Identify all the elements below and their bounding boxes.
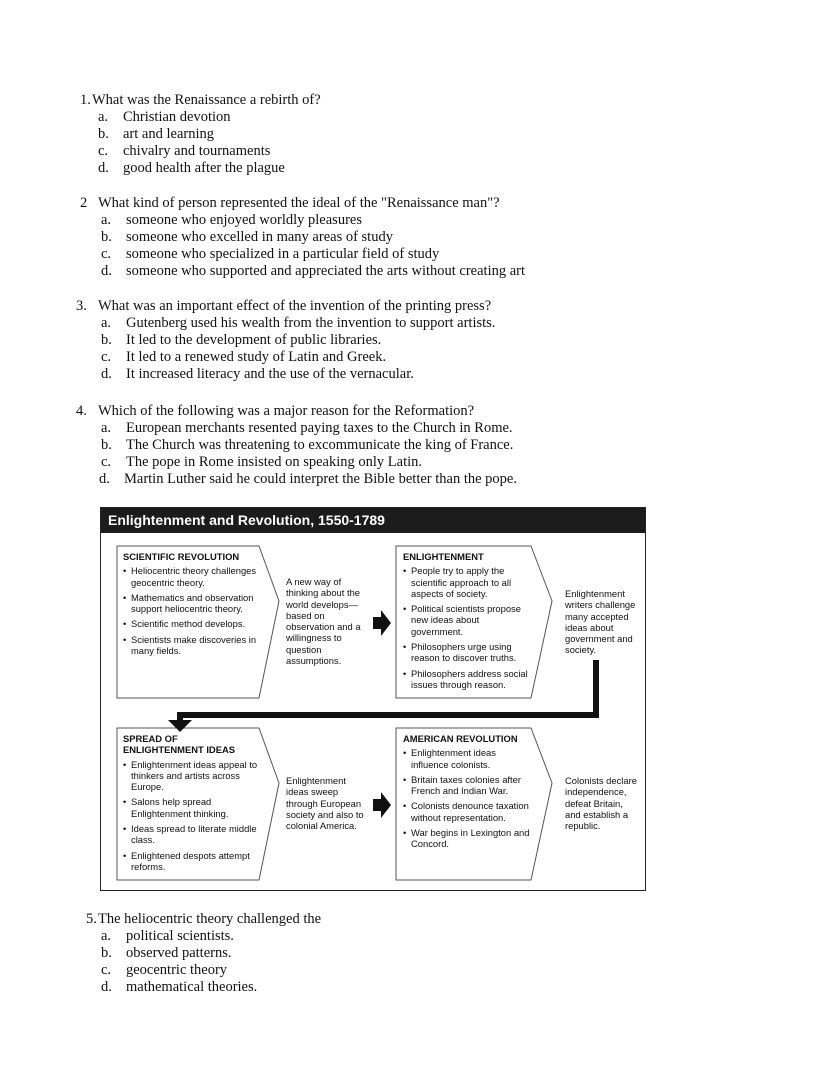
enlightenment-item: • People try to apply the scientific approach to all aspects of society. (403, 565, 531, 599)
question-2-option-d[interactable]: someone who supported and appreciated the arts without creating art (126, 263, 526, 279)
mid-top-text: A new way of thinking about the world develops—based on observation and a willingness to question assumptions. (286, 576, 361, 667)
question-4-number: 4. (76, 403, 87, 419)
question-2-option-c-letter: c. (101, 246, 112, 262)
question-5-option-d-letter: d. (101, 979, 112, 995)
american-revolution-item: • War begins in Lexington and Concord. (403, 827, 531, 850)
question-5-option-c[interactable]: geocentric theory (126, 962, 228, 978)
american-revolution-item: • Enlightenment ideas influence colonists. (403, 747, 531, 770)
spread-content (123, 733, 258, 876)
question-5-number: 5. (86, 911, 97, 927)
question-2-option-b[interactable]: someone who excelled in many areas of study (126, 229, 393, 245)
question-5-option-a-letter: a. (101, 928, 112, 944)
question-4-option-b-letter: b. (101, 437, 112, 453)
enlightenment-content (403, 551, 531, 694)
spread-item: • Ideas spread to literate middle class. (123, 823, 258, 846)
diagram-title: Enlightenment and Revolution, 1550-1789 (101, 508, 645, 533)
question-3-option-a-letter: a. (101, 315, 112, 331)
question-1-option-b-letter: b. (98, 126, 109, 142)
question-2-text: What kind of person represented the ideal of the "Renaissance man"? (98, 195, 500, 211)
top-arrow (373, 610, 391, 636)
question-3-option-c-letter: c. (101, 349, 112, 365)
scientific-revolution-item: • Heliocentric theory challenges geocentric theory. (123, 565, 258, 588)
american-revolution-heading: AMERICAN REVOLUTION (403, 733, 518, 744)
scientific-revolution-content (123, 551, 258, 660)
connector-arrowhead (168, 720, 192, 732)
scientific-revolution-heading: SCIENTIFIC REVOLUTION (123, 551, 240, 562)
question-2-option-b-letter: b. (101, 229, 112, 245)
question-2-option-a[interactable]: someone who enjoyed worldly pleasures (126, 212, 362, 228)
question-3-option-b-letter: b. (101, 332, 112, 348)
question-5-option-b[interactable]: observed patterns. (126, 945, 232, 961)
question-4-text: Which of the following was a major reason for the Reformation? (98, 403, 475, 419)
question-4-option-b[interactable]: The Church was threatening to excommunicate the king of France. (126, 437, 514, 453)
question-1-number: 1. (80, 92, 91, 108)
question-4-option-c-letter: c. (101, 454, 112, 470)
question-1-option-b[interactable]: art and learning (123, 126, 214, 142)
enlightenment-item: • Philosophers urge using reason to discover truths. (403, 641, 531, 664)
question-5-option-d[interactable]: mathematical theories. (126, 979, 258, 995)
enlightenment-item: • Philosophers address social issues through reason. (403, 668, 531, 691)
enlightenment-item: • Political scientists propose new ideas about government. (403, 603, 531, 637)
scientific-revolution-item: • Scientists make discoveries in many fields. (123, 634, 258, 657)
question-1-option-a-letter: a. (98, 109, 109, 125)
question-3-option-a[interactable]: Gutenberg used his wealth from the invention to support artists. (126, 315, 496, 331)
question-3-option-d-letter: d. (101, 366, 112, 382)
question-3-option-b[interactable]: It led to the development of public libraries. (126, 332, 382, 348)
question-4-option-a-letter: a. (101, 420, 112, 436)
bottom-arrow (373, 792, 391, 818)
question-4-option-c[interactable]: The pope in Rome insisted on speaking only Latin. (126, 454, 422, 470)
enlightenment-heading: ENLIGHTENMENT (403, 551, 484, 562)
american-revolution-content (403, 733, 531, 854)
american-revolution-item: • Colonists denounce taxation without representation. (403, 800, 531, 823)
mid-bottom-text: Enlightenment ideas sweep through European society and also to colonial America. (286, 775, 364, 832)
question-5-option-a[interactable]: political scientists. (126, 928, 234, 944)
question-2-option-a-letter: a. (101, 212, 112, 228)
spread-item: • Enlightenment ideas appeal to thinkers and artists across Europe. (123, 759, 258, 793)
question-5-option-b-letter: b. (101, 945, 112, 961)
enlightenment-revolution-diagram (100, 507, 646, 891)
american-revolution-item: • Britain taxes colonies after French and Indian War. (403, 774, 531, 797)
spread-item: • Salons help spread Enlightenment thinking. (123, 796, 258, 819)
spread-heading: SPREAD OF ENLIGHTENMENT IDEAS (123, 733, 235, 756)
spread-item: • Enlightened despots attempt reforms. (123, 850, 258, 873)
question-3-text: What was an important effect of the invention of the printing press? (98, 298, 492, 314)
connector-line (180, 660, 596, 722)
question-4-option-a[interactable]: European merchants resented paying taxes to the Church in Rome. (126, 420, 513, 436)
question-1-option-c-letter: c. (98, 143, 109, 159)
scientific-revolution-item: • Mathematics and observation support heliocentric theory. (123, 592, 258, 615)
question-1-option-d[interactable]: good health after the plague (123, 160, 285, 176)
right-bottom-text: Colonists declare independence, defeat Britain, and establish a republic. (565, 775, 637, 832)
question-1-option-c[interactable]: chivalry and tournaments (123, 143, 271, 159)
question-3-option-c[interactable]: It led to a renewed study of Latin and Greek. (126, 349, 387, 365)
right-top-text: Enlightenment writers challenge many accepted ideas about government and society. (565, 588, 636, 656)
question-1-option-a[interactable]: Christian devotion (123, 109, 231, 125)
question-4-option-d[interactable]: Martin Luther said he could interpret the Bible better than the pope. (124, 471, 517, 487)
question-5-text: The heliocentric theory challenged the (98, 911, 322, 927)
question-5-option-c-letter: c. (101, 962, 112, 978)
question-3-number: 3. (76, 298, 87, 314)
question-3-option-d[interactable]: It increased literacy and the use of the vernacular. (126, 366, 414, 382)
question-2-number: 2 (80, 195, 88, 211)
question-2-option-c[interactable]: someone who specialized in a particular field of study (126, 246, 440, 262)
question-1-option-d-letter: d. (98, 160, 109, 176)
question-1-text: What was the Renaissance a rebirth of? (92, 92, 321, 108)
question-2-option-d-letter: d. (101, 263, 112, 279)
question-4-option-d-letter: d. (99, 471, 110, 487)
scientific-revolution-item: • Scientific method develops. (123, 618, 258, 629)
